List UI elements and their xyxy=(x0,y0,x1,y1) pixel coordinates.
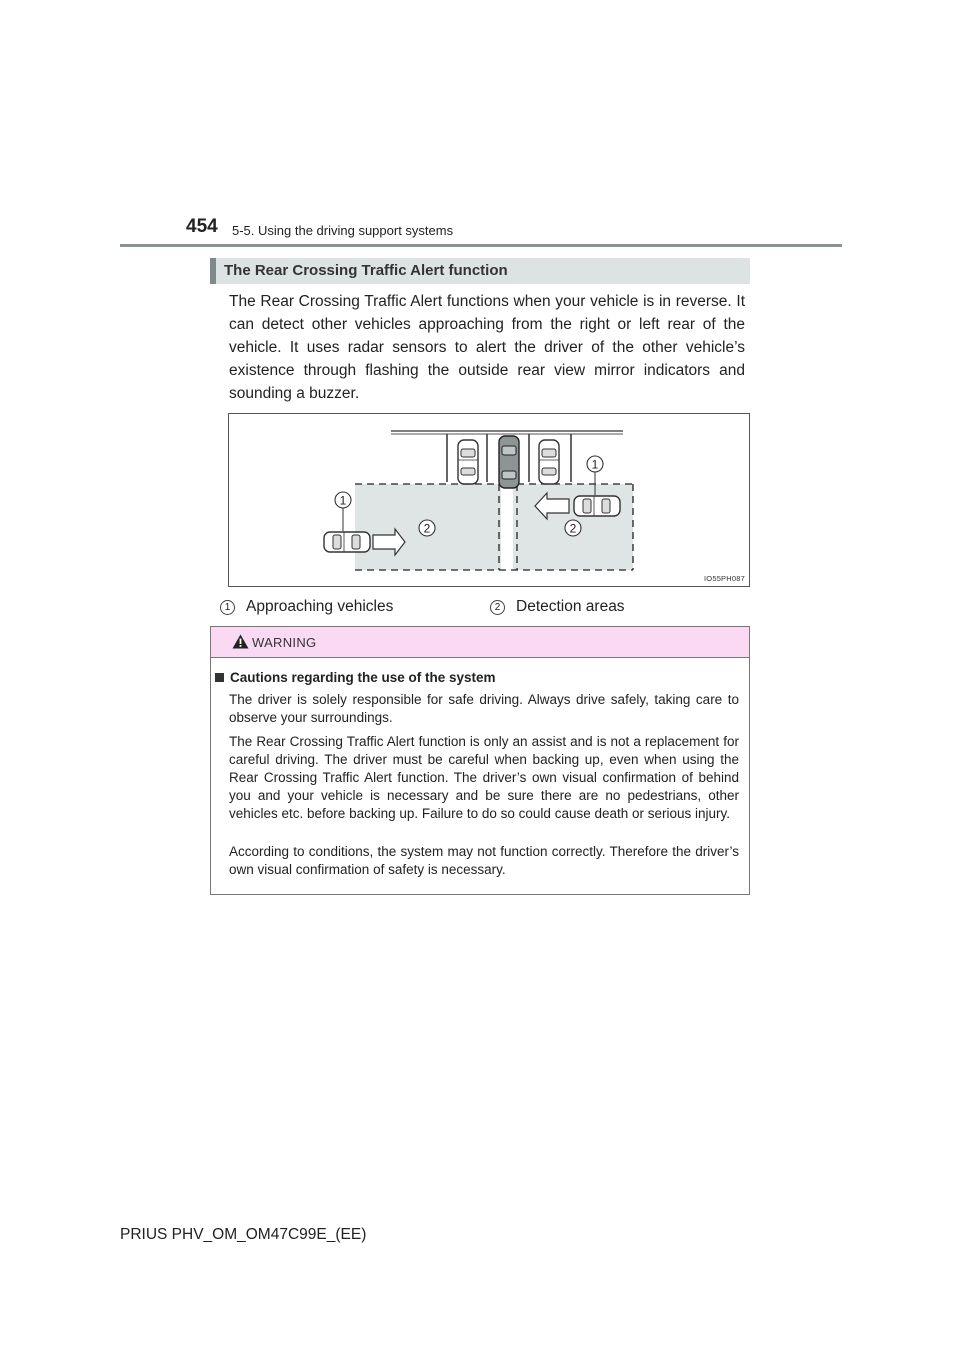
section-heading xyxy=(210,258,750,284)
square-bullet-icon xyxy=(215,673,224,682)
warning-icon xyxy=(232,634,249,649)
caution-title xyxy=(215,670,496,685)
legend-label: Approaching vehicles xyxy=(246,598,394,615)
approaching-vehicle-left xyxy=(324,532,370,552)
callout-2-right-text: 2 xyxy=(569,521,577,536)
caution-title-text: Cautions regarding the use of the system xyxy=(230,670,496,685)
legend-number: 1 xyxy=(220,600,235,615)
figure-code: IO55PH087 xyxy=(704,574,745,583)
footer-doc-id: PRIUS PHV_OM_OM47C99E_(EE) xyxy=(120,1226,367,1243)
callout-1-right-text: 1 xyxy=(591,457,599,472)
legend-label: Detection areas xyxy=(516,598,625,615)
legend-item-detection-areas xyxy=(490,598,625,616)
warning-paragraph: The Rear Crossing Traffic Alert function is only an assist and is not a replacement for careful driving. The driver must be careful when backing up, even when using the Rear Crossing Traffic Alert function. The driver’s own visual confirmation of behind you and your vehicle is necessary and be sure there are no pedestrians, other vehicles etc. before backing up. Failure to do so could cause death or serious injury. xyxy=(229,734,739,821)
heading-text: The Rear Crossing Traffic Alert function xyxy=(224,262,508,279)
callout-1-left-text: 1 xyxy=(339,493,347,508)
parked-car-left xyxy=(458,440,478,484)
own-vehicle xyxy=(499,436,519,488)
legend-number: 2 xyxy=(490,600,505,615)
warning-paragraph: The driver is solely responsible for safe driving. Always drive safely, taking care to observe your surroundings. xyxy=(229,692,739,725)
warning-header xyxy=(211,627,749,658)
warning-box xyxy=(210,626,750,895)
page-number: 454 xyxy=(186,216,218,237)
heading-accent xyxy=(210,258,216,284)
warning-label: WARNING xyxy=(252,635,317,650)
warning-paragraph: According to conditions, the system may not function correctly. Therefore the driver’s own visual confirmation of safety is necessary. xyxy=(229,844,739,877)
parked-car-right xyxy=(539,440,559,484)
header-divider xyxy=(120,244,842,247)
callout-2-left-text: 2 xyxy=(423,521,431,536)
legend-item-approaching-vehicles xyxy=(220,598,393,616)
diagram-illustration xyxy=(229,414,749,586)
approaching-vehicle-right xyxy=(574,496,620,516)
rcta-diagram xyxy=(228,413,750,587)
intro-paragraph: The Rear Crossing Traffic Alert functions when your vehicle is in reverse. It can detect other vehicles approaching from the right or left rear of the vehicle. It uses radar sensors to alert the driver of the other vehicle’s existence through flashing the outside rear view mirror indicators and sounding a buzzer. xyxy=(229,293,745,402)
section-title: 5-5. Using the driving support systems xyxy=(232,223,454,238)
